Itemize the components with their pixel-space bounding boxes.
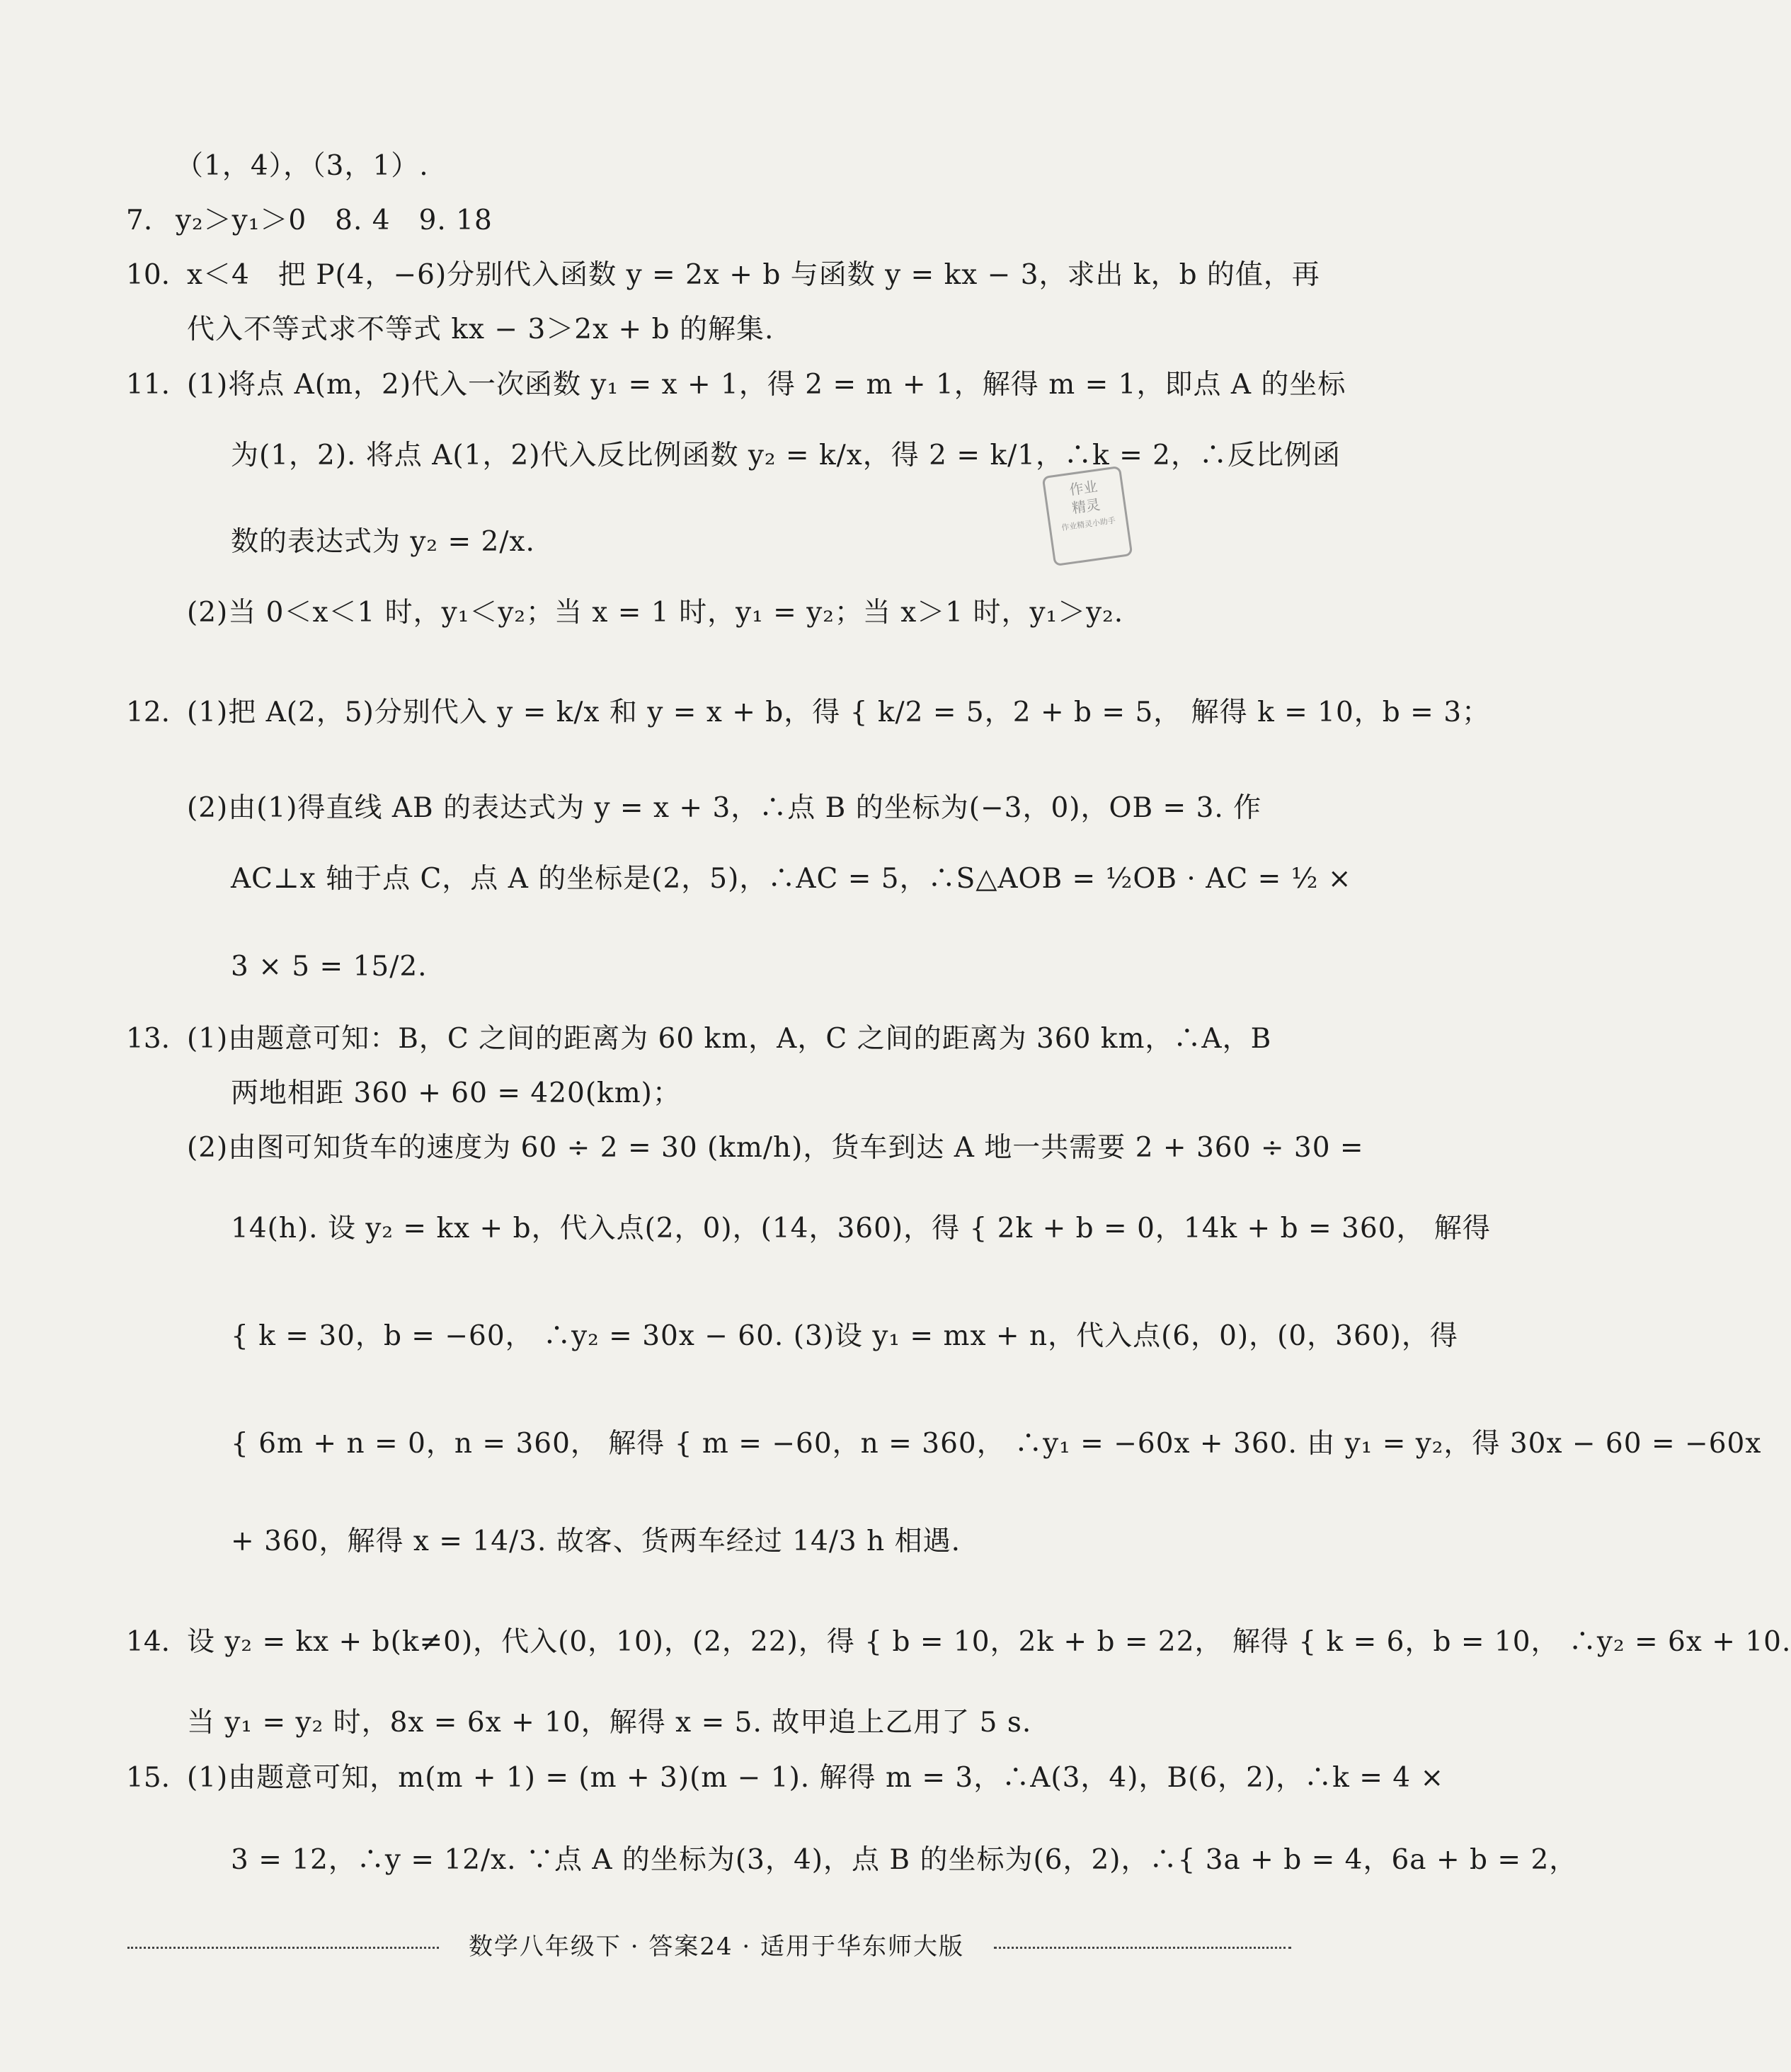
text-line: (2)由(1)得直线 AB 的表达式为 y = x + 3，∴点 B 的坐标为(−3，0)，OB = 3. 作: [187, 792, 1262, 824]
text-line: 3 = 12，∴y = 12/x. ∵点 A 的坐标为(3，4)，点 B 的坐标为(6，2)，∴{ 3a + b = 4，6a + b = 2，: [231, 1844, 1578, 1876]
text-line: (1)由题意可知，m(m + 1) = (m + 3)(m − 1). 解得 m = 3，∴A(3，4)，B(6，2)，∴k = 4 ×: [187, 1762, 1445, 1794]
text-line: 为(1，2). 将点 A(1，2)代入反比例函数 y₂ = k/x，得 2 = k/1，∴k = 2，∴反比例函: [231, 440, 1341, 471]
text-line: 14(h). 设 y₂ = kx + b，代入点(2，0)，(14，360)，得 { 2k + b = 0，14k + b = 360， 解得: [231, 1213, 1491, 1244]
item-number: 14.: [126, 1626, 171, 1658]
text-line: + 360，解得 x = 14/3. 故客、货两车经过 14/3 h 相遇.: [231, 1526, 961, 1557]
item-number: 10.: [126, 259, 171, 291]
text-line: { 6m + n = 0，n = 360， 解得 { m = −60，n = 360， ∴y₁ = −60x + 360. 由 y₁ = y₂，得 30x − 60 = −60x: [231, 1428, 1762, 1460]
text-line: (1)由题意可知：B，C 之间的距离为 60 km，A，C 之间的距离为 360 km，∴A，B: [187, 1023, 1272, 1055]
text-line: 3 × 5 = 15/2.: [231, 951, 428, 983]
item-number: 12.: [126, 697, 171, 728]
text-line: (2)当 0＜x＜1 时，y₁＜y₂；当 x = 1 时，y₁ = y₂；当 x＞1 时，y₁＞y₂.: [187, 597, 1124, 629]
text-line: { k = 30，b = −60， ∴y₂ = 30x − 60. (3)设 y₁ = mx + n，代入点(6，0)，(0，360)，得: [231, 1320, 1458, 1352]
text-line: (1)把 A(2，5)分别代入 y = k/x 和 y = x + b，得 { k/2 = 5，2 + b = 5， 解得 k = 10，b = 3；: [187, 697, 1491, 728]
footer-divider-left: [127, 1947, 439, 1949]
text-line: (2)由图可知货车的速度为 60 ÷ 2 = 30 (km/h)，货车到达 A 地一共需要 2 + 360 ÷ 30 =: [187, 1132, 1364, 1164]
text-line: y₂＞y₁＞0 8. 4 9. 18: [176, 205, 493, 236]
text-line: 代入不等式求不等式 kx − 3＞2x + b 的解集.: [187, 314, 774, 345]
item-number: 13.: [126, 1023, 171, 1055]
text-line: 当 y₁ = y₂ 时，8x = 6x + 10，解得 x = 5. 故甲追上乙用了 5 s.: [187, 1707, 1032, 1739]
page-footer: 数学八年级下 · 答案24 · 适用于华东师大版: [468, 1933, 965, 1961]
text-line: 数的表达式为 y₂ = 2/x.: [231, 526, 535, 558]
text-line: AC⊥x 轴于点 C，点 A 的坐标是(2，5)，∴AC = 5，∴S△AOB = ½OB · AC = ½ ×: [231, 863, 1352, 895]
text-line: 两地相距 360 + 60 = 420(km)；: [231, 1077, 681, 1109]
text-line: （1，4），（3，1）.: [176, 150, 429, 182]
text-line: x＜4 把 P(4，−6)分别代入函数 y = 2x + b 与函数 y = kx − 3，求出 k，b 的值，再: [187, 259, 1320, 291]
text-line: 设 y₂ = kx + b(k≠0)，代入(0，10)，(2，22)，得 { b = 10，2k + b = 22， 解得 { k = 6，b = 10， ∴y₂ = 6x + 10.: [187, 1626, 1791, 1658]
item-number: 7.: [126, 205, 153, 236]
text-line: (1)将点 A(m，2)代入一次函数 y₁ = x + 1，得 2 = m + 1，解得 m = 1，即点 A 的坐标: [187, 369, 1346, 401]
item-number: 15.: [126, 1762, 171, 1794]
footer-divider-right: [994, 1947, 1291, 1949]
item-number: 11.: [126, 369, 171, 401]
watermark-stamp: 作业 精灵 作业精灵小助手: [1042, 466, 1133, 566]
